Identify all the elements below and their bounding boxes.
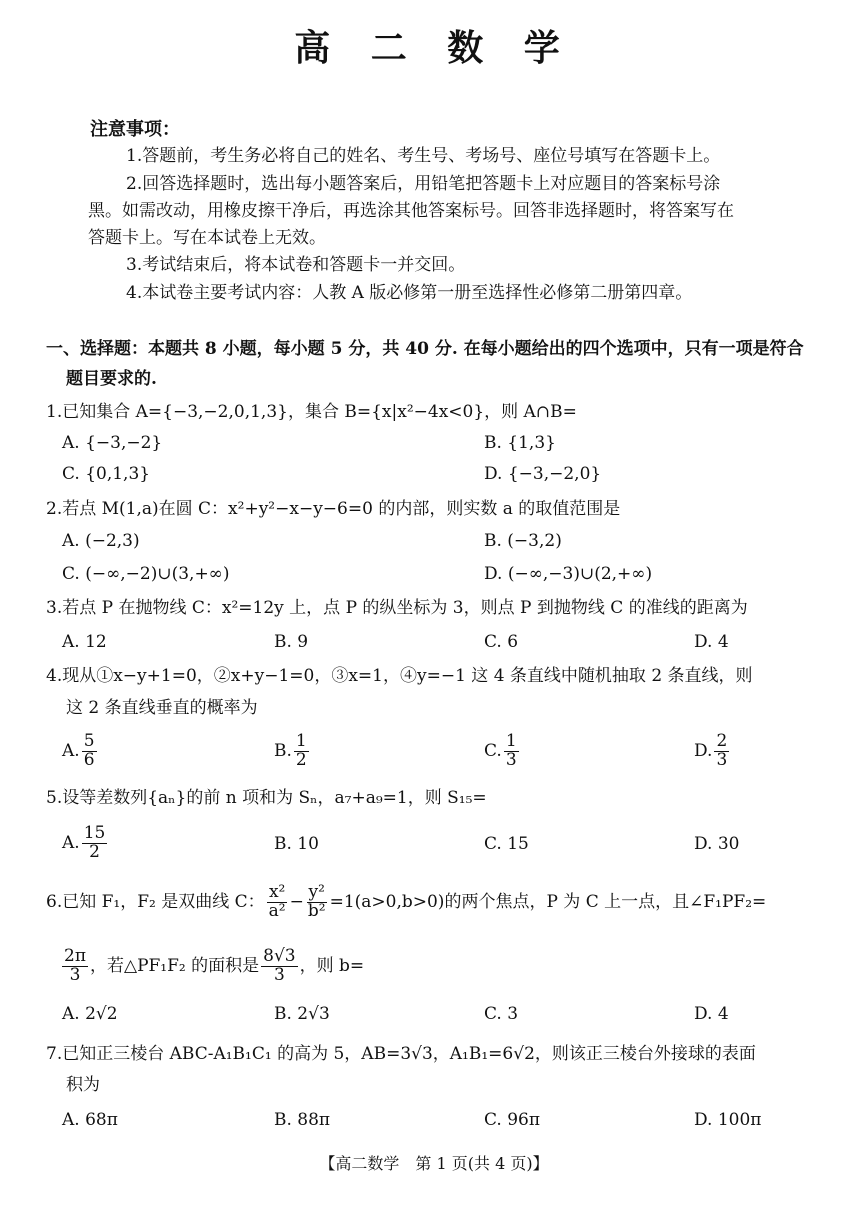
numerator: 1 (505, 731, 517, 751)
question-4-option-d (694, 733, 731, 770)
stem-part: ，则 b= (299, 955, 365, 976)
question-4-option-c (484, 733, 521, 770)
question-7-option-b: B. 88π (274, 1110, 331, 1130)
numerator: 1 (295, 731, 307, 751)
denominator: 3 (716, 749, 728, 770)
stem-part: =1(a>0,b>0)的两个焦点，P 为 C 上一点，且∠F₁PF₂= (329, 891, 767, 912)
page-footer: 【高二数学 第 1 页(共 4 页)】 (319, 1154, 549, 1173)
question-4-option-b (274, 733, 311, 770)
fraction (294, 733, 309, 770)
question-1-option-c: C. {0,1,3} (62, 464, 151, 484)
question-6-option-d: D. 4 (694, 1004, 729, 1024)
notice-item-3: 3.考试结束后，将本试卷和答题卡一并交回。 (126, 255, 466, 275)
denominator: 6 (83, 749, 95, 770)
option-label: A. (62, 832, 80, 853)
question-5-option-a (62, 825, 109, 862)
question-6-stem (46, 884, 766, 921)
question-1-option-a: A. {−3,−2} (62, 433, 163, 453)
denominator: a² (268, 900, 286, 921)
question-2-option-d: D. (−∞,−3)∪(2,+∞) (484, 564, 653, 584)
question-5-option-c: C. 15 (484, 834, 529, 854)
notice-item-1: 1.答题前，考生务必将自己的姓名、考生号、考场号、座位号填写在答题卡上。 (126, 146, 721, 166)
numerator: x² (268, 882, 286, 902)
fraction (504, 733, 519, 770)
question-5-stem: 5.设等差数列{aₙ}的前 n 项和为 Sₙ，a₇+a₉=1，则 S₁₅= (46, 788, 487, 808)
question-6-option-b: B. 2√3 (274, 1004, 330, 1024)
denominator: 3 (505, 749, 517, 770)
question-4-stem-cont: 这 2 条直线垂直的概率为 (66, 698, 258, 718)
numerator: y² (308, 882, 325, 902)
question-2-option-b: B. (−3,2) (484, 531, 562, 551)
notice-item-2: 2.回答选择题时，选出每小题答案后，用铅笔把答题卡上对应题目的答案标号涂 (126, 174, 721, 194)
question-6-option-c: C. 3 (484, 1004, 519, 1024)
notice-item-2-end: 答题卡上。写在本试卷上无效。 (88, 228, 326, 248)
option-label: B. (274, 740, 292, 761)
fraction (306, 884, 328, 921)
question-5-option-b: B. 10 (274, 834, 319, 854)
question-7-option-c: C. 96π (484, 1110, 541, 1130)
denominator: 3 (273, 964, 285, 985)
question-3-option-a: A. 12 (62, 632, 107, 652)
question-2-option-c: C. (−∞,−2)∪(3,+∞) (62, 564, 230, 584)
stem-part: 6.已知 F₁，F₂ 是双曲线 C： (46, 891, 265, 912)
section-heading-cont: 题目要求的. (66, 369, 157, 389)
question-4-option-a (62, 733, 99, 770)
denominator: 2 (295, 749, 307, 770)
option-label: D. (694, 740, 713, 761)
fraction (82, 733, 97, 770)
question-7-stem: 7.已知正三棱台 ABC-A₁B₁C₁ 的高为 5，AB=3√3，A₁B₁=6√2，则该正三棱台外接球的表面 (46, 1044, 756, 1064)
question-6-stem-cont (60, 948, 364, 985)
fraction (62, 948, 88, 985)
denominator: 3 (69, 964, 81, 985)
question-2-stem: 2.若点 M(1,a)在圆 C：x²+y²−x−y−6=0 的内部，则实数 a 的取值范围是 (46, 499, 621, 519)
denominator: b² (307, 900, 326, 921)
question-3-option-b: B. 9 (274, 632, 309, 652)
page-title: 高 二 数 学 (294, 27, 574, 69)
question-6-option-a: A. 2√2 (62, 1004, 118, 1024)
question-7-stem-cont: 积为 (66, 1075, 100, 1095)
section-heading: 一、选择题：本题共 8 小题，每小题 5 分，共 40 分. 在每小题给出的四个选项中，只有一项是符合 (46, 339, 804, 359)
notice-item-4: 4.本试卷主要考试内容：人教 A 版必修第一册至选择性必修第二册第四章。 (126, 283, 693, 303)
question-1-option-d: D. {−3,−2,0} (484, 464, 602, 484)
numerator: 2π (64, 946, 86, 966)
stem-part: ，若△PF₁F₂ 的面积是 (90, 955, 260, 976)
option-label: A. (62, 740, 80, 761)
minus-sign: − (289, 891, 304, 912)
question-3-option-c: C. 6 (484, 632, 519, 652)
question-4-stem: 4.现从①x−y+1=0，②x+y−1=0，③x=1，④y=−1 这 4 条直线中随机抽取 2 条直线，则 (46, 666, 753, 686)
denominator: 2 (89, 841, 100, 862)
fraction (82, 825, 108, 862)
option-label: C. (484, 740, 502, 761)
numerator: 5 (83, 731, 95, 751)
question-5-option-d: D. 30 (694, 834, 740, 854)
fraction (714, 733, 729, 770)
question-3-stem: 3.若点 P 在抛物线 C：x²=12y 上，点 P 的纵坐标为 3，则点 P 到抛物线 C 的准线的距离为 (46, 598, 748, 618)
numerator: 8√3 (263, 946, 296, 966)
question-7-option-d: D. 100π (694, 1110, 762, 1130)
question-3-option-d: D. 4 (694, 632, 729, 652)
notice-heading: 注意事项： (90, 119, 180, 140)
question-1-stem: 1.已知集合 A={−3,−2,0,1,3}，集合 B={x|x²−4x<0}，则 A∩B= (46, 402, 577, 422)
numerator: 15 (83, 823, 106, 843)
fraction (261, 948, 297, 985)
fraction (267, 884, 288, 921)
question-2-option-a: A. (−2,3) (62, 531, 140, 551)
notice-item-2-cont: 黑。如需改动，用橡皮擦干净后，再选涂其他答案标号。回答非选择题时，将答案写在 (88, 201, 734, 221)
numerator: 2 (716, 731, 728, 751)
question-7-option-a: A. 68π (62, 1110, 118, 1130)
question-1-option-b: B. {1,3} (484, 433, 556, 453)
